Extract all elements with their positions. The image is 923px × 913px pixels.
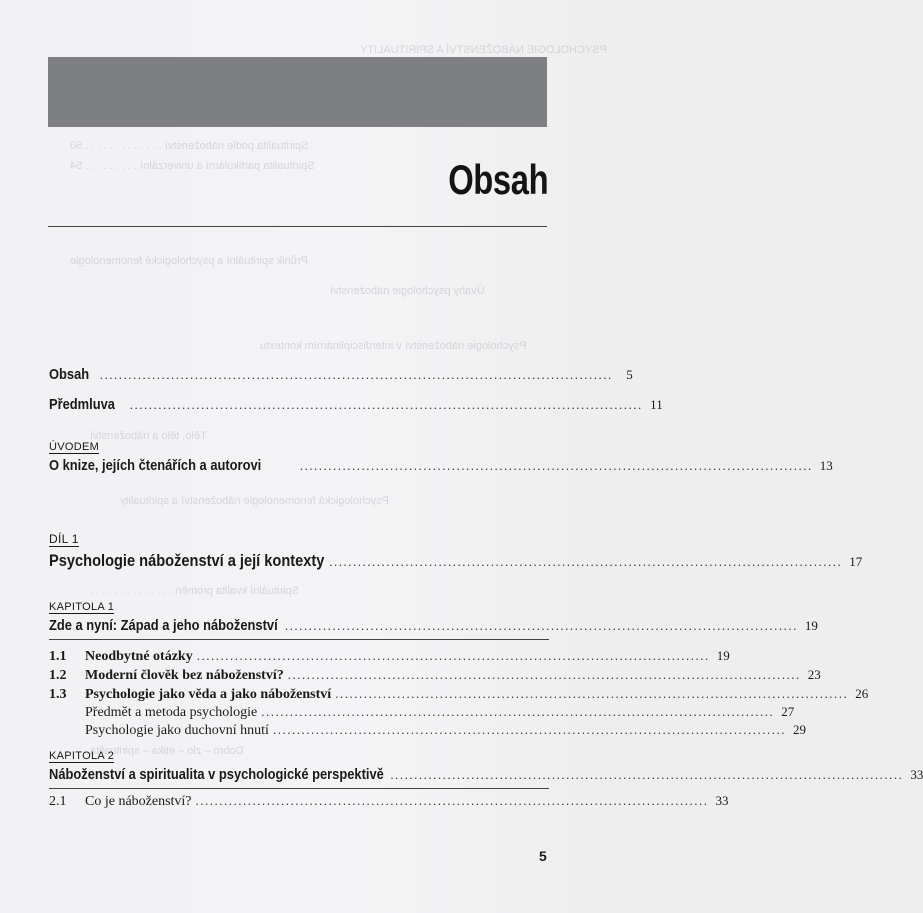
page-number: 5 bbox=[539, 848, 547, 864]
toc-entry-label: Co je náboženství? bbox=[85, 794, 192, 809]
leader-dots: ............................................................................................................ bbox=[261, 704, 775, 719]
toc-entry[interactable] bbox=[49, 551, 863, 571]
leader-dots: ............................................................................................................ bbox=[329, 554, 843, 569]
toc-entry-label: Psychologie jako duchovní hnutí bbox=[85, 723, 269, 738]
toc-entry-number: 1.3 bbox=[49, 687, 67, 702]
toc-entry-page: 26 bbox=[855, 686, 869, 701]
toc-entry-page: 19 bbox=[716, 648, 730, 663]
section-label: KAPITOLA 1 bbox=[49, 601, 115, 613]
toc-entry-label: Psychologie náboženství a její kontexty bbox=[49, 551, 325, 570]
leader-dots: ............................................................................................................ bbox=[284, 618, 798, 633]
toc-entry-page: 19 bbox=[804, 618, 818, 633]
toc-entry-page: 33 bbox=[910, 767, 923, 782]
toc-entry-label: Zde a nyní: Západ a jeho náboženství bbox=[49, 617, 278, 634]
chapter-divider bbox=[49, 639, 549, 640]
toc-entry-label: Moderní člověk bez náboženství? bbox=[85, 668, 284, 683]
toc-entry-page: 23 bbox=[807, 667, 821, 682]
toc-entry-page: 5 bbox=[626, 367, 633, 382]
toc-entry[interactable] bbox=[49, 792, 729, 810]
section-label: ÚVODEM bbox=[49, 441, 100, 453]
section-label: DÍL 1 bbox=[49, 532, 79, 546]
leader-dots: ............................................................................................................ bbox=[390, 767, 904, 782]
toc-entry-page: 13 bbox=[819, 458, 833, 473]
toc-entry-label: O knize, jejích čtenářích a autorovi bbox=[49, 457, 262, 474]
leader-dots: ............................................................................................................ bbox=[99, 367, 613, 382]
bleed-through-text: Spiritualita partikulární a univerzální . . . . . . . . . 54 bbox=[70, 160, 315, 172]
toc-entry-number: 1.2 bbox=[49, 668, 67, 683]
bleed-through-text: Psychologie náboženství v interdisciplinárním kontextu bbox=[260, 340, 527, 352]
toc-entry-label: Náboženství a spiritualita v psychologické perspektivě bbox=[49, 766, 384, 783]
toc-entry-label: Obsah bbox=[49, 366, 90, 383]
bleed-through-text: PSYCHOLOGIE NÁBOŽENSTVÍ A SPIRITUALITY bbox=[360, 44, 607, 56]
leader-dots: ............................................................................................................ bbox=[299, 458, 813, 473]
bleed-through-text: Psychologická fenomenologie náboženství a spirituality bbox=[120, 495, 390, 507]
toc-entry[interactable] bbox=[49, 685, 869, 703]
leader-dots: ............................................................................................................ bbox=[272, 722, 786, 737]
toc-entry-page: 33 bbox=[715, 793, 729, 808]
bleed-through-text: Dobro – zlo – etika – spiritualita bbox=[90, 745, 244, 757]
leader-dots: ............................................................................................................ bbox=[196, 648, 710, 663]
toc-entry-page: 27 bbox=[781, 704, 795, 719]
leader-dots: ............................................................................................................ bbox=[335, 686, 849, 701]
toc-entry-page: 17 bbox=[849, 554, 863, 569]
toc-entry[interactable] bbox=[49, 366, 633, 383]
toc-entry-label: Předmět a metoda psychologie bbox=[85, 705, 258, 720]
toc-entry[interactable] bbox=[49, 617, 818, 634]
title-divider bbox=[48, 226, 547, 227]
leader-dots: ............................................................................................................ bbox=[287, 667, 801, 682]
toc-entry[interactable] bbox=[49, 721, 806, 739]
bleed-through-text: Průnik spirituální a psychologické fenomenologie bbox=[70, 255, 308, 267]
toc-entry-number: 1.1 bbox=[49, 649, 67, 664]
bleed-through-text: Spiritualita podle náboženství . . . . . . . . . . . . . 50 bbox=[70, 140, 309, 152]
section-label: KAPITOLA 2 bbox=[49, 750, 115, 762]
toc-entry-label: Psychologie jako věda a jako náboženství bbox=[85, 687, 332, 702]
toc-entry[interactable] bbox=[49, 647, 730, 665]
toc-entry[interactable] bbox=[49, 396, 663, 413]
toc-entry-label: Předmluva bbox=[49, 396, 115, 413]
toc-entry[interactable] bbox=[49, 666, 821, 684]
header-bar bbox=[48, 57, 547, 127]
chapter-divider bbox=[49, 788, 549, 789]
toc-entry-page: 11 bbox=[650, 397, 663, 412]
leader-dots: ............................................................................................................ bbox=[195, 793, 709, 808]
bleed-through-text: Úvahy psychologie náboženství bbox=[330, 285, 485, 297]
toc-entry-page: 29 bbox=[792, 722, 806, 737]
bleed-through-text: Tělo, tělo a náboženství bbox=[90, 430, 207, 442]
leader-dots: ............................................................................................................ bbox=[129, 397, 643, 412]
toc-entry-number: 2.1 bbox=[49, 794, 67, 809]
toc-entry[interactable] bbox=[49, 766, 923, 783]
bleed-through-text: Spirituální kvalita proměn . . . . . . . . . . . . . . bbox=[90, 585, 300, 597]
toc-entry-label: Neodbytné otázky bbox=[85, 649, 193, 664]
toc-entry[interactable] bbox=[49, 703, 795, 721]
page-title: Obsah bbox=[448, 156, 548, 203]
toc-entry[interactable] bbox=[49, 457, 833, 474]
